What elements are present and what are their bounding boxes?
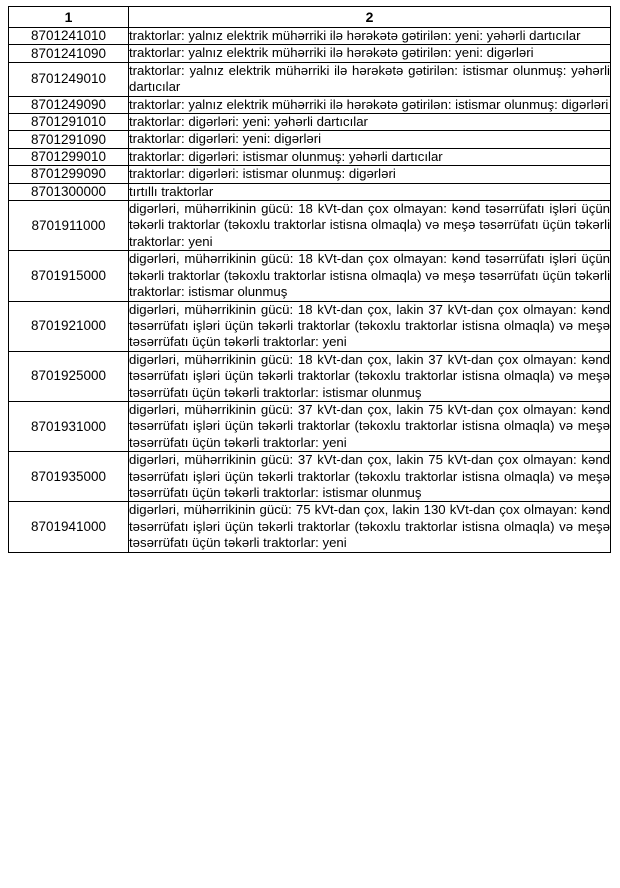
cell-description <box>129 45 611 62</box>
table-row <box>9 502 611 552</box>
description-text: traktorlar: yalnız elektrik mühərriki ilə hərəkətə gətirilən: yeni: yəhərli dartıcılar <box>129 28 581 43</box>
cell-code: 8701291090 <box>9 131 129 148</box>
customs-codes-table <box>8 6 611 553</box>
table-row <box>9 166 611 183</box>
cell-description <box>129 96 611 113</box>
table-row <box>9 183 611 200</box>
cell-code: 8701241090 <box>9 45 129 62</box>
cell-description <box>129 62 611 96</box>
table-row <box>9 148 611 165</box>
description-text: digərləri, mühərrikinin gücü: 37 kVt-dan çox, lakin 75 kVt-dan çox olmayan: kənd təsərrüfatı işləri üçün təkərli traktorlar (təkoxlu traktorlar istisna olmaqla) və meşə təsərrüfatı üçün təkərli traktorlar: istismar olunmuş <box>129 452 610 500</box>
cell-code: 8701935000 <box>9 452 129 502</box>
table-row <box>9 114 611 131</box>
cell-description <box>129 502 611 552</box>
cell-code: 8701915000 <box>9 251 129 301</box>
cell-description <box>129 452 611 502</box>
cell-code: 8701931000 <box>9 401 129 451</box>
description-text: traktorlar: yalnız elektrik mühərriki ilə hərəkətə gətirilən: istismar olunmuş: digərləri <box>129 96 609 112</box>
cell-description <box>129 251 611 301</box>
cell-description <box>129 351 611 401</box>
cell-code: 8701925000 <box>9 351 129 401</box>
description-text: digərləri, mühərrikinin gücü: 18 kVt-dan çox olmayan: kənd təsərrüfatı işləri üçün təkərli traktorlar (təkoxlu traktorlar istisna olmaqla) və meşə təsərrüfatı üçün təkərli traktorlar: istismar olunmuş <box>129 251 610 300</box>
table-row <box>9 401 611 451</box>
table-row <box>9 351 611 401</box>
cell-description <box>129 28 611 45</box>
table-header <box>9 7 611 28</box>
cell-code: 8701291010 <box>9 114 129 131</box>
description-text: digərləri, mühərrikinin gücü: 18 kVt-dan çox, lakin 37 kVt-dan çox olmayan: kənd təsərrüfatı işləri üçün təkərli traktorlar (təkoxlu traktorlar istisna olmaqla) və meşə təsərrüfatı üçün təkərli traktorlar: yeni <box>129 301 610 350</box>
table-row <box>9 28 611 45</box>
cell-description: traktorlar: digərləri: yeni: digərləri <box>129 131 611 148</box>
cell-description: traktorlar: digərləri: istismar olunmuş: yəhərli dartıcılar <box>129 148 611 165</box>
cell-description: traktorlar: digərləri: yeni: yəhərli dartıcılar <box>129 114 611 131</box>
description-text: traktorlar: yalnız elektrik mühərriki ilə hərəkətə gətirilən: istismar olunmuş: yəhərli dartıcılar <box>129 62 610 95</box>
cell-description <box>129 301 611 351</box>
description-text: traktorlar: yalnız elektrik mühərriki ilə hərəkətə gətirilən: yeni: digərləri <box>129 45 534 61</box>
column-header-2: 2 <box>129 7 611 28</box>
table-row <box>9 301 611 351</box>
column-header-1: 1 <box>9 7 129 28</box>
description-text: digərləri, mühərrikinin gücü: 18 kVt-dan çox olmayan: kənd təsərrüfatı işləri üçün təkərli traktorlar (təkoxlu traktorlar istisna olmaqla) və meşə təsərrüfatı üçün təkərli traktorlar: yeni <box>129 201 610 249</box>
cell-code: 8701911000 <box>9 201 129 251</box>
table-header-row <box>9 7 611 28</box>
description-text: digərləri, mühərrikinin gücü: 75 kVt-dan çox, lakin 130 kVt-dan çox olmayan: kənd təsərrüfatı işləri üçün təkərli traktorlar (təkoxlu traktorlar istisna olmaqla) və meşə təsərrüfatı üçün təkərli traktorlar: yeni <box>129 502 610 551</box>
table-row <box>9 452 611 502</box>
cell-description <box>129 201 611 251</box>
cell-description <box>129 401 611 451</box>
cell-description: traktorlar: digərləri: istismar olunmuş: digərləri <box>129 166 611 183</box>
cell-code: 8701241010 <box>9 28 129 45</box>
table-row <box>9 201 611 251</box>
cell-code: 8701299090 <box>9 166 129 183</box>
description-text: digərləri, mühərrikinin gücü: 18 kVt-dan çox, lakin 37 kVt-dan çox olmayan: kənd təsərrüfatı işləri üçün təkərli traktorlar (təkoxlu traktorlar istisna olmaqla) və meşə təsərrüfatı üçün təkərli traktorlar: istismar olunmuş <box>129 351 610 400</box>
table-row <box>9 131 611 148</box>
cell-code: 8701299010 <box>9 148 129 165</box>
cell-code: 8701941000 <box>9 502 129 552</box>
cell-code: 8701921000 <box>9 301 129 351</box>
table-row <box>9 96 611 113</box>
cell-code: 8701300000 <box>9 183 129 200</box>
table-body <box>9 28 611 553</box>
cell-description: tırtıllı traktorlar <box>129 183 611 200</box>
description-text: digərləri, mühərrikinin gücü: 37 kVt-dan çox, lakin 75 kVt-dan çox olmayan: kənd təsərrüfatı işləri üçün təkərli traktorlar (təkoxlu traktorlar istisna olmaqla) və meşə təsərrüfatı üçün təkərli traktorlar: yeni <box>129 401 610 450</box>
table-row <box>9 62 611 96</box>
cell-code: 8701249090 <box>9 96 129 113</box>
cell-code: 8701249010 <box>9 62 129 96</box>
table-row <box>9 45 611 62</box>
table-row <box>9 251 611 301</box>
